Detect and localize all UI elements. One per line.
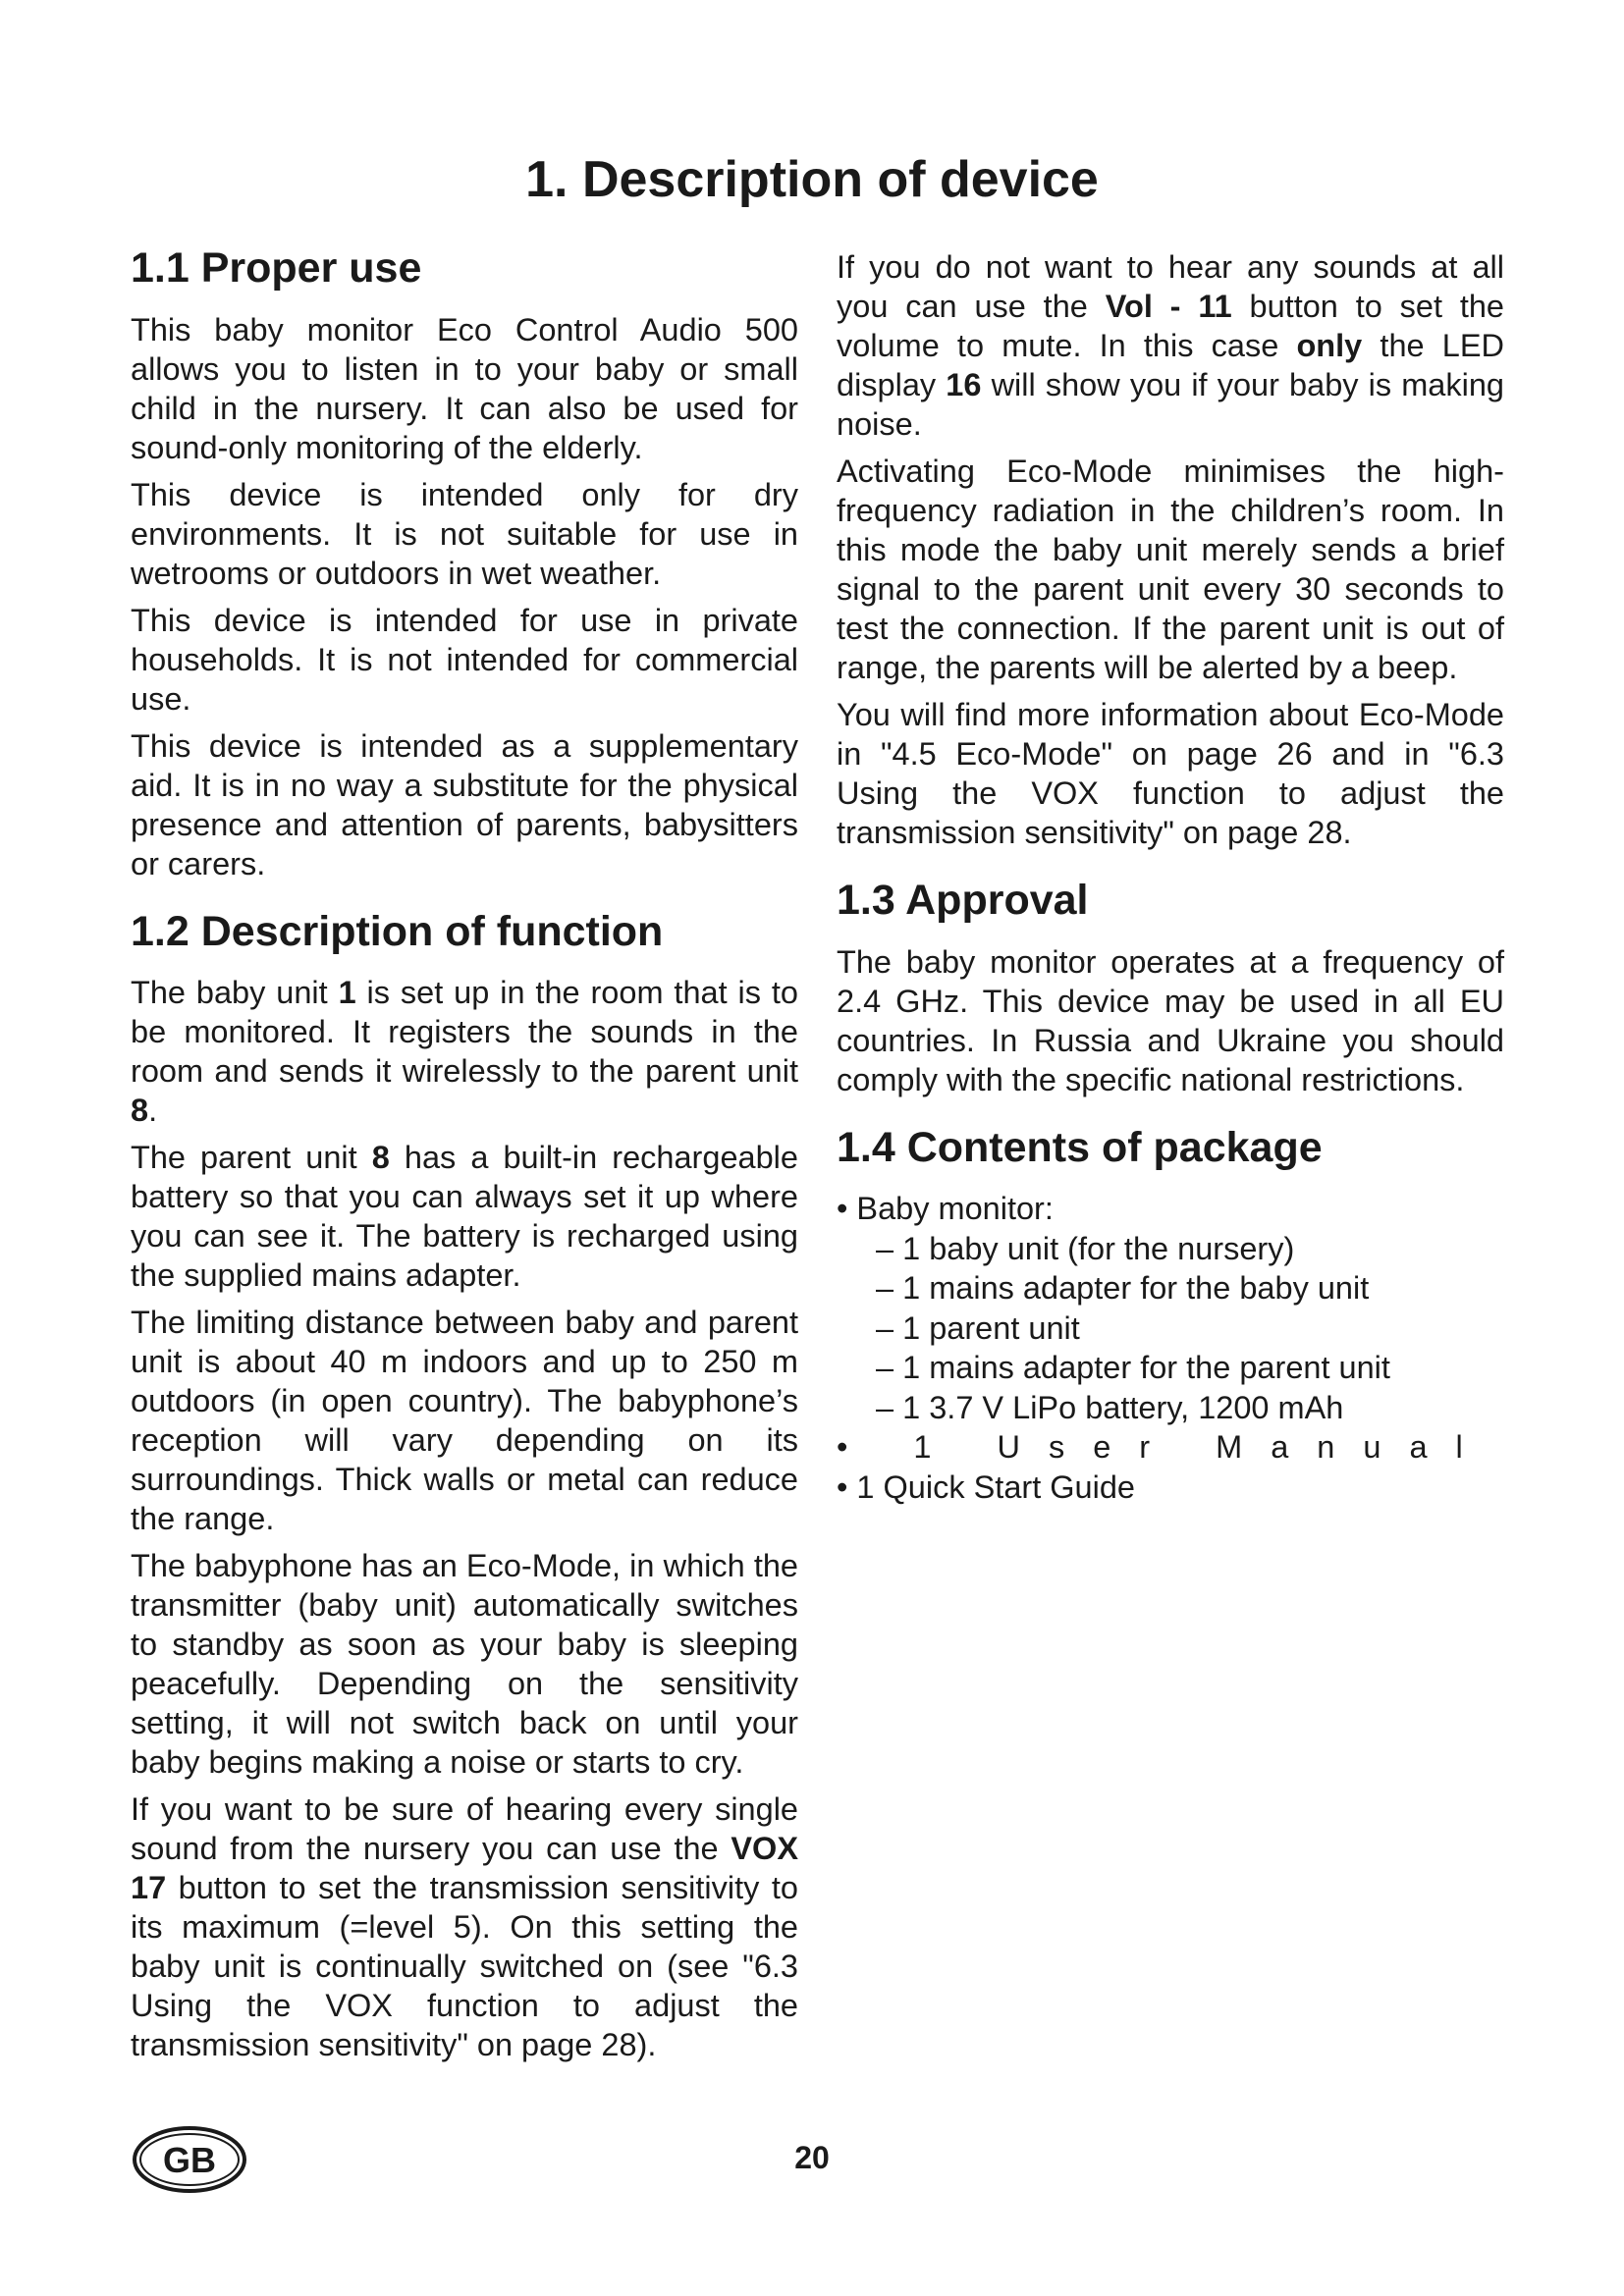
paragraph: This device is intended for use in private households. It is not intended for commercial use. [131, 602, 798, 717]
list-item: – 1 parent unit [876, 1309, 1080, 1346]
right-column [837, 247, 1504, 1507]
paragraph: The babyphone has an Eco-Mode, in which the transmitter (baby unit) automatically switches to standby as soon as your baby is sleeping peacefully. Depending on the sensitivity setting, it will not switch back on until your baby begins making a noise or starts to cry. [131, 1548, 798, 1781]
list-item: • 1 Quick Start Guide [837, 1468, 1136, 1505]
paragraph: If you do not want to hear any sounds at all you can use the Vol - 11 button to set the volume to mute. In this case only the LED display 16 will show you if your baby is making noise. [837, 249, 1504, 442]
list-item: – 1 mains adapter for the baby unit [876, 1270, 1370, 1307]
section-heading-approval: 1.3 Approval [837, 877, 1089, 924]
left-column [131, 243, 798, 2072]
paragraph: The parent unit 8 has a built-in rechargeable battery so that you can always set it up where you can see it. The battery is recharged using the supplied mains adapter. [131, 1140, 798, 1294]
list-item-sublist [837, 1229, 1504, 1428]
section-heading-contents: 1.4 Contents of package [837, 1123, 1323, 1171]
list-item: – 1 baby unit (for the nursery) [876, 1230, 1295, 1266]
contents-list [837, 1189, 1504, 1507]
section-heading-proper-use: 1.1 Proper use [131, 244, 422, 292]
section-heading-function: 1.2 Description of function [131, 907, 664, 955]
paragraph: The baby unit 1 is set up in the room that is to be monitored. It registers the sounds in the room and sends it wirelessly to the parent unit 8. [131, 975, 799, 1129]
paragraph: The baby monitor operates at a frequency of 2.4 GHz. This device may be used in all EU countries. In Russia and Ukraine you should comply with the specific national restrictions. [837, 943, 1504, 1097]
list-item: • 1 User Manual [837, 1429, 1491, 1466]
paragraph: This device is intended as a supplementary aid. It is in no way a substitute for the physical presence and attention of parents, babysitters or carers. [131, 727, 798, 881]
paragraph: Activating Eco-Mode minimises the high-frequency radiation in the children’s room. In this mode the baby unit merely sends a brief signal to the parent unit every 30 seconds to test the connection. If the parent unit is out of range, the parents will be alerted by a beep. [837, 454, 1504, 685]
list-item: – 1 mains adapter for the parent unit [876, 1350, 1390, 1386]
list-item: – 1 3.7 V LiPo battery, 1200 mAh [876, 1389, 1344, 1425]
paragraph: If you want to be sure of hearing every single sound from the nursery you can use the VOX 17 button to set the transmission sensitivity to its maximum (=level 5). On this setting the baby unit is continually switched on (see "6.3 Using the VOX function to adjust the transmission sensitivity" on page 28). [131, 1791, 798, 2063]
list-item: • Baby monitor: [837, 1191, 1054, 1227]
country-badge-text: GB [163, 2140, 216, 2180]
paragraph: This baby monitor Eco Control Audio 500 allows you to listen in to your baby or small child in the nursery. It can also be used for sound-only monitoring of the elderly. [131, 311, 798, 465]
page-title: 1. Description of device [525, 151, 1099, 208]
paragraph: This device is intended only for dry environments. It is not suitable for use in wetrooms or outdoors in wet weather. [131, 476, 798, 591]
paragraph: You will find more information about Eco-Mode in "4.5 Eco-Mode" on page 26 and in "6.3 Using the VOX function to adjust the transmission sensitivity" on page 28. [837, 697, 1504, 850]
paragraph: The limiting distance between baby and parent unit is about 40 m indoors and up to 250 m outdoors (in open country). The babyphone’s reception will vary depending on its surroundings. Thick walls or metal can reduce the range. [131, 1305, 798, 1537]
page-number: 20 [794, 2140, 830, 2175]
